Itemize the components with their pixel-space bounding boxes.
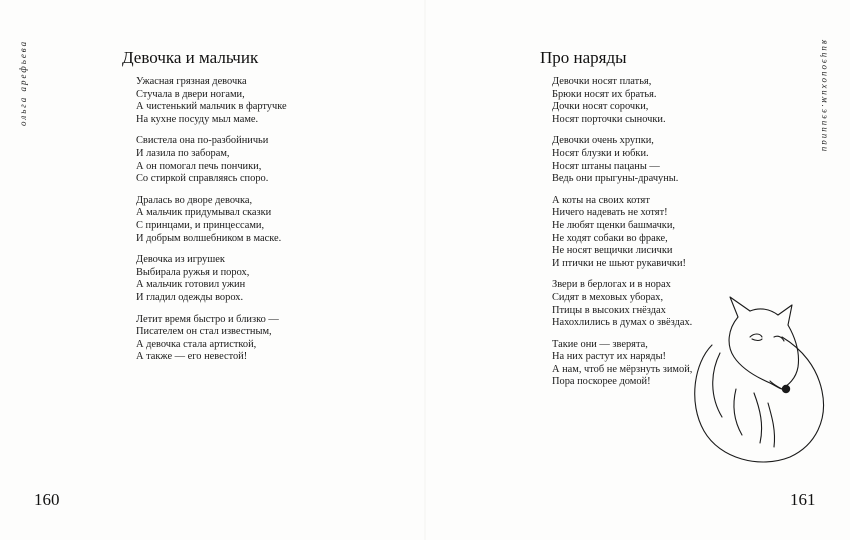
stanza — [136, 135, 366, 185]
poem-line: Не ходят собаки во фраке, — [552, 232, 668, 244]
poem-line: Выбирала ружья и порох, — [136, 266, 250, 278]
poem-line: Стучала в двери ногами, — [136, 88, 245, 100]
poem-line: Дралась во дворе девочка, — [136, 194, 253, 206]
stanza — [552, 195, 732, 271]
poem-line: А чистенький мальчик в фартучке — [136, 101, 287, 113]
poem-line: Дочки носят сорочки, — [552, 101, 649, 113]
poem-line: Девочка из игрушек — [136, 254, 225, 266]
poem-line: Пора поскорее домой! — [552, 376, 651, 388]
stanza — [552, 76, 732, 126]
poem-line: Такие они — зверята, — [552, 338, 648, 350]
poem-line: А мальчик придумывал сказки — [136, 207, 272, 219]
poem-title-left: Девочка и мальчик — [122, 48, 259, 67]
poem-line: Девочки очень хрупки, — [552, 135, 654, 147]
poem-line: Со стиркой справляясь споро. — [136, 173, 269, 185]
poem-line: И лазила по заборам, — [136, 147, 230, 159]
poem-line: А также — его невестой! — [136, 351, 248, 363]
poem-title-right: Про наряды — [540, 48, 627, 67]
stanza — [552, 135, 732, 185]
poem-line: Не носят вещички лисички — [552, 245, 673, 257]
poem-line: Брюки носят их братья. — [552, 88, 657, 100]
page-number-right: 161 — [790, 490, 816, 509]
poem-line: А коты на своих котят — [552, 194, 650, 206]
poem-line: Ничего надевать не хотят! — [552, 207, 668, 219]
poem-line: И гладил одежды ворох. — [136, 291, 244, 303]
poem-line: Носят блузки и юбки. — [552, 147, 649, 159]
stanza — [136, 314, 366, 364]
poem-line: Девочки носят платья, — [552, 76, 652, 87]
running-head-book: яицэоиохим.ээиипаи — [820, 40, 830, 154]
book-gutter — [424, 0, 426, 540]
running-head-author: ольга арефьева — [18, 40, 28, 127]
poem-line: На них растут их наряды! — [552, 351, 667, 363]
poem-line: Летит время быстро и близко — — [136, 313, 279, 325]
poem-line: А он помогал печь пончики, — [136, 160, 262, 172]
fox-drawing-icon — [690, 293, 830, 468]
poem-line: Ужасная грязная девочка — [136, 76, 247, 87]
stanza — [136, 254, 366, 304]
poem-line: Свистела она по-разбойничьи — [136, 135, 269, 147]
poem-line: Птицы в высоких гнёздах — [552, 304, 666, 316]
poem-line: Сидят в меховых уборах, — [552, 291, 664, 303]
poem-line: А нам, чтоб не мёрзнуть зимой, — [552, 363, 693, 375]
poem-line: Писателем он стал известным, — [136, 326, 272, 338]
page-number-left: 160 — [34, 490, 60, 509]
poem-body-left — [136, 76, 366, 373]
poem-line: Носят штаны пацаны — — [552, 160, 660, 172]
poem-line: На кухне посуду мыл маме. — [136, 113, 259, 125]
poem-line: А мальчик готовил ужин — [136, 279, 246, 291]
poem-line: И добрым волшебником в маске. — [136, 232, 282, 244]
poem-line: С принцами, и принцессами, — [136, 219, 265, 231]
poem-line: Носят порточки сыночки. — [552, 113, 666, 125]
poem-line: Не любят щенки башмачки, — [552, 219, 676, 231]
poem-line: Звери в берлогах и в норах — [552, 279, 671, 291]
stanza — [136, 76, 366, 126]
stanza — [136, 195, 366, 245]
poem-line: И птички не шьют рукавички! — [552, 257, 686, 269]
poem-line: Ведь они прыгуны-драчуны. — [552, 173, 679, 185]
poem-line: Нахохлились в думах о звёздах. — [552, 317, 693, 329]
poem-line: А девочка стала артисткой, — [136, 338, 257, 350]
